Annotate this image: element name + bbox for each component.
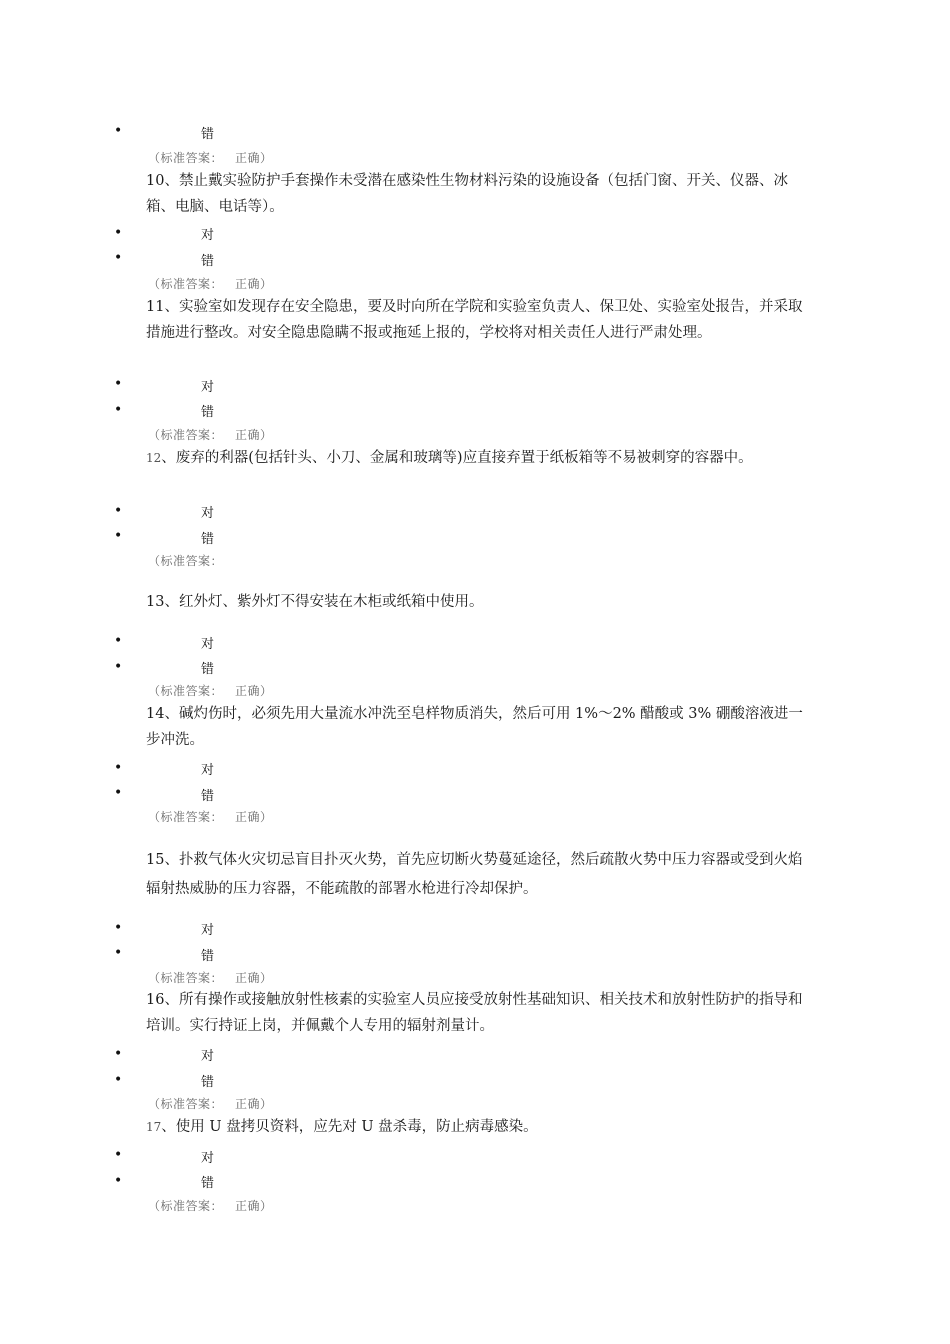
option-correct[interactable]: 对 [201, 228, 215, 243]
answer-value: 正确 [235, 1199, 261, 1213]
question-number: 10 [146, 173, 165, 189]
option-wrong[interactable]: 错 [201, 127, 215, 142]
bullet-icon: • [114, 402, 123, 418]
bullet-icon: • [114, 633, 123, 649]
question-body: 、禁止戴实验防护手套操作未受潜在感染性生物材料污染的设施设备（包括门窗、开关、仪器、冰箱、电脑、电话等）。 [146, 173, 788, 215]
bullet-icon: • [114, 785, 123, 801]
answer-suffix: ） [260, 810, 273, 824]
answer-suffix: ） [260, 151, 273, 165]
question-body: 、扑救气体火灾切忌盲目扑灭火势，首先应切断火势蔓延途径，然后疏散火势中压力容器或受到火焰辐射热威胁的压力容器，不能疏散的部署水枪进行冷却保护。 [146, 852, 803, 897]
question-text [146, 987, 816, 1039]
option-wrong[interactable]: 错 [201, 532, 215, 547]
option-wrong[interactable]: 错 [201, 1176, 215, 1191]
bullet-icon: • [114, 528, 123, 544]
bullet-icon: • [114, 1072, 123, 1088]
answer-suffix: ） [260, 684, 273, 698]
answer-value: 正确 [235, 971, 261, 985]
bullet-icon: • [114, 123, 123, 139]
answer-value: 正确 [235, 684, 261, 698]
bullet-icon: • [114, 945, 123, 961]
question-text [146, 701, 816, 753]
option-wrong[interactable]: 错 [201, 662, 215, 677]
question-number: 12 [146, 451, 162, 465]
question-body: 、废弃的利器(包括针头、小刀、金属和玻璃等)应直接弃置于纸板箱等不易被刺穿的容器中。 [161, 450, 753, 466]
question-body: 、使用 U 盘拷贝资料，应先对 U 盘杀毒，防止病毒感染。 [161, 1119, 538, 1135]
bullet-icon: • [114, 503, 123, 519]
answer-suffix: ） [260, 1199, 273, 1213]
question-number: 14 [146, 706, 165, 722]
standard-answer [148, 275, 273, 292]
question-text [146, 589, 816, 615]
question-number: 15 [146, 852, 165, 868]
answer-value: 正确 [235, 277, 261, 291]
question-text [146, 846, 816, 904]
standard-answer [148, 1197, 273, 1214]
question-text [146, 445, 816, 471]
answer-prefix: （标准答案： [148, 151, 224, 165]
answer-prefix: （标准答案： [148, 428, 224, 442]
answer-prefix: （标准答案： [148, 277, 224, 291]
option-correct[interactable]: 对 [201, 637, 215, 652]
question-body: 、所有操作或接触放射性核素的实验室人员应接受放射性基础知识、相关技术和放射性防护的指导和培训。实行持证上岗，并佩戴个人专用的辐射剂量计。 [146, 992, 803, 1034]
option-wrong[interactable]: 错 [201, 789, 215, 804]
answer-value: 正确 [235, 428, 261, 442]
question-number: 16 [146, 992, 165, 1008]
bullet-icon: • [114, 659, 123, 675]
question-body: 、红外灯、紫外灯不得安装在木柜或纸箱中使用。 [164, 594, 484, 610]
option-wrong[interactable]: 错 [201, 405, 215, 420]
standard-answer [148, 808, 273, 825]
option-correct[interactable]: 对 [201, 380, 215, 395]
answer-suffix: ） [260, 971, 273, 985]
standard-answer [148, 1095, 273, 1112]
answer-value: 正确 [235, 810, 261, 824]
bullet-icon: • [114, 920, 123, 936]
question-body: 、碱灼伤时，必须先用大量流水冲洗至皂样物质消失，然后可用 1%～2% 醋酸或 3% 硼酸溶液进一步冲洗。 [146, 706, 803, 748]
answer-prefix: （标准答案： [148, 810, 224, 824]
bullet-icon: • [114, 1147, 123, 1163]
standard-answer [148, 426, 273, 443]
question-number: 11 [146, 299, 165, 315]
option-correct[interactable]: 对 [201, 506, 215, 521]
bullet-icon: • [114, 760, 123, 776]
answer-prefix: （标准答案： [148, 1097, 224, 1111]
option-wrong[interactable]: 错 [201, 1075, 215, 1090]
option-wrong[interactable]: 错 [201, 949, 215, 964]
question-body: 、实验室如发现存在安全隐患，要及时向所在学院和实验室负责人、保卫处、实验室处报告，并采取措施进行整改。对安全隐患隐瞒不报或拖延上报的，学校将对相关责任人进行严肃处理。 [146, 299, 803, 341]
option-correct[interactable]: 对 [201, 923, 215, 938]
question-number: 17 [146, 1120, 162, 1134]
question-text [146, 1114, 816, 1140]
standard-answer [148, 552, 223, 569]
option-correct[interactable]: 对 [201, 1049, 215, 1064]
question-number: 13 [146, 594, 165, 610]
question-text [146, 168, 816, 220]
standard-answer [148, 969, 273, 986]
answer-prefix: （标准答案： [148, 971, 224, 985]
bullet-icon: • [114, 376, 123, 392]
answer-suffix: ） [260, 428, 273, 442]
bullet-icon: • [114, 1046, 123, 1062]
answer-prefix: （标准答案： [148, 554, 224, 568]
option-correct[interactable]: 对 [201, 763, 215, 778]
answer-suffix: ） [260, 277, 273, 291]
question-text [146, 294, 816, 346]
standard-answer [148, 149, 273, 166]
option-correct[interactable]: 对 [201, 1151, 215, 1166]
answer-suffix: ） [260, 1097, 273, 1111]
answer-value: 正确 [235, 1097, 261, 1111]
option-wrong[interactable]: 错 [201, 254, 215, 269]
bullet-icon: • [114, 225, 123, 241]
answer-prefix: （标准答案： [148, 1199, 224, 1213]
bullet-icon: • [114, 1173, 123, 1189]
standard-answer [148, 682, 273, 699]
answer-value: 正确 [235, 151, 261, 165]
bullet-icon: • [114, 250, 123, 266]
answer-prefix: （标准答案： [148, 684, 224, 698]
